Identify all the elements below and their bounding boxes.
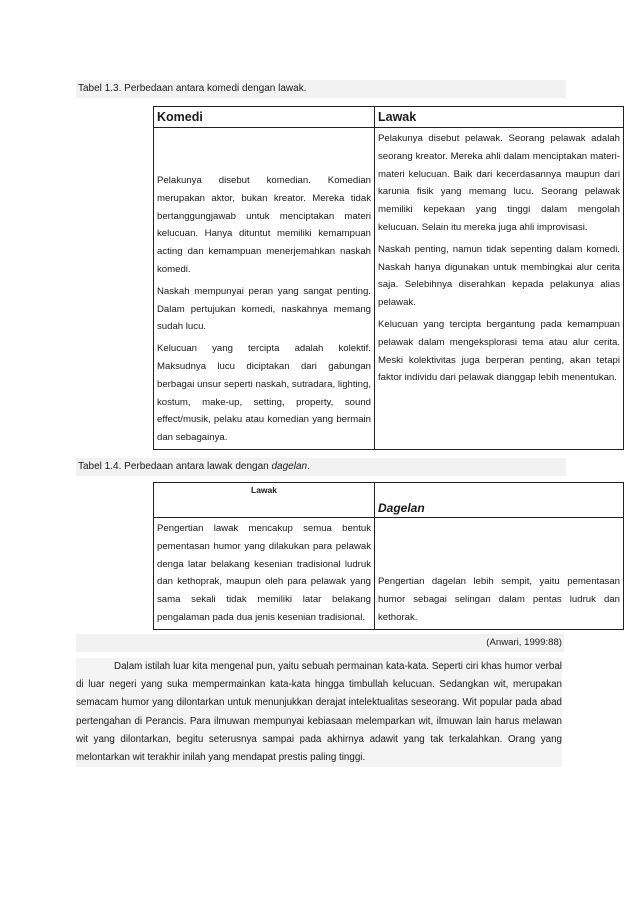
table-lawak-dagelan bbox=[153, 482, 624, 630]
table-1-caption: Tabel 1.3. Perbedaan antara komedi dengan lawak. bbox=[76, 80, 566, 98]
header-komedi: Komedi bbox=[154, 107, 375, 128]
header-lawak: Lawak bbox=[375, 107, 624, 128]
lawak-point-1: Pelakunya disebut pelawak. Seorang pelawak adalah seorang kreator. Mereka ahli dalam menciptakan materi-materi kelucuan. Baik dari kecerdasannya maupun dari karunia fisik yang memang lucu. Seorang pelawak memiliki kepekaan yang tinggi dalam mengolah kelucuan. Selain itu mereka juga ahli improvisasi. bbox=[378, 133, 620, 233]
table-2-caption bbox=[76, 458, 566, 476]
header-lawak-2: Lawak bbox=[154, 483, 375, 518]
lawak-definition: Pengertian lawak mencakup semua bentuk pementasan humor yang dilakukan para pelawak denga latar belakang kesenian tradisional ludruk dan kethoprak, maupun oleh para pelawak yang sama sekali tidak memiliki latar belakang pengalaman pada dua jenis kesenian tradisional. bbox=[157, 523, 371, 623]
header-dagelan: Dagelan bbox=[375, 483, 624, 518]
lawak-point-2: Naskah penting, namun tidak sepenting dalam komedi. Naskah hanya digunakan untuk membingkai alur cerita saja. Selebihnya diserahkan kepada pelakunya alias pelawak. bbox=[378, 243, 620, 309]
table-2-caption-italic: dagelan bbox=[271, 461, 308, 472]
lawak-point-3: Kelucuan yang tercipta bergantung pada kemampuan pelawak dalam mengeksplorasi tema atau alur cerita. Meski kolektivitas juga berperan penting, akan tetapi faktor individu dari pelawak dianggap lebih menentukan. bbox=[378, 318, 620, 384]
cell-lawak bbox=[375, 128, 624, 450]
table-komedi-lawak bbox=[153, 106, 624, 450]
cell-komedi bbox=[154, 128, 375, 450]
cell-lawak-definition bbox=[154, 518, 375, 630]
cell-dagelan-definition bbox=[375, 518, 624, 630]
komedi-point-2: Naskah mempunyai peran yang sangat penting. Dalam pertujukan komedi, naskahnya memang sudah lucu. bbox=[157, 285, 371, 333]
komedi-point-3: Kelucuan yang tercipta adalah kolektif. Maksudnya lucu diciptakan dari gabungan berbagai unsur seperti naskah, sutradara, lighting, kostum, make-up, setting, property, sound effect/musik, pelaku atau komedian yang bermain dan sebagainya. bbox=[157, 343, 371, 444]
komedi-point-1: Pelakunya disebut komedian. Komedian merupakan aktor, bukan kreator. Mereka tidak bertanggungjawab untuk menciptakan materi kelucuan. Hanya dituntut memiliki kemampuan acting dan kemampuan menerjemahkan naskah komedi. bbox=[157, 175, 371, 275]
source-citation: (Anwari, 1999:88) bbox=[76, 634, 564, 652]
dagelan-definition: Pengertian dagelan lebih sempit, yaitu pementasan humor sebagai selingan dalam pentas ludruk dan kethorak. bbox=[378, 576, 620, 623]
body-paragraph: Dalam istilah luar kita mengenal pun, yaitu sebuah permainan kata-kata. Seperti ciri khas humor verbal di luar negeri yang suka mempermainkan kata-kata hingga timbullah kelucuan. Sedangkan wit, merupakan semacam humor yang dilontarkan untuk menunjukkan derajat intelektualitas seseorang. Wit popular pada abad pertengahan di Perancis. Para ilmuwan mempunyai kebiasaan melemparkan wit, ilmuwan lain harus melawan wit yang dilontarkan, begitu seterusnya sampai pada akhirnya adawit yang tak terkalahkan. Orang yang melontarkan wit terakhir inilah yang mendapat prestis paling tinggi. bbox=[76, 658, 562, 767]
table-2-caption-text: Tabel 1.4. Perbedaan antara lawak dengan bbox=[78, 461, 272, 472]
table-2-caption-end: . bbox=[307, 461, 310, 472]
